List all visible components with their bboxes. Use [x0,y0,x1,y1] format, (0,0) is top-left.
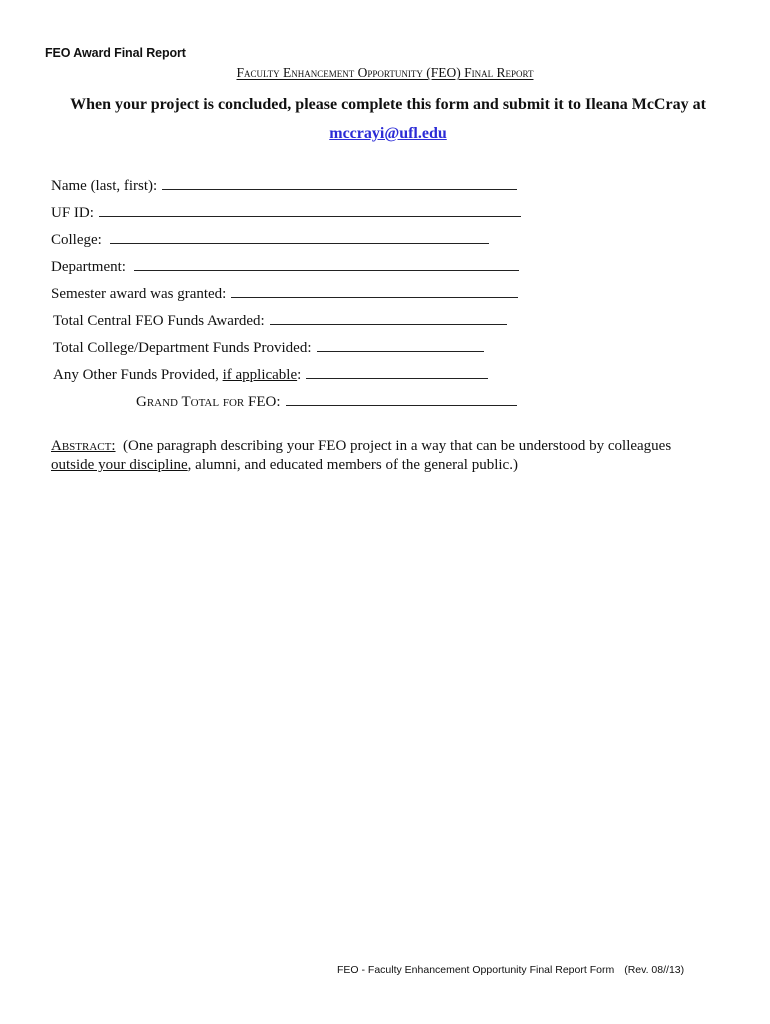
department-field [51,259,519,276]
name-label: Name (last, first): [51,178,158,194]
grand-total-label: Grand Total for FEO: [136,394,281,410]
department-label: Department: [51,259,126,275]
department-input-line[interactable] [134,259,519,271]
central-funds-input-line[interactable] [270,313,507,325]
contact-email-link[interactable]: mccrayi@ufl.edu [329,125,447,142]
form-title: Faculty Enhancement Opportunity (FEO) Final Report [236,65,534,80]
grand-total-input-line[interactable] [286,394,518,406]
college-label: College: [51,232,102,248]
submission-instruction: When your project is concluded, please complete this form and submit it to Ileana McCray at [70,96,706,113]
other-funds-label: Any Other Funds Provided, if applicable: [53,367,302,383]
college-field [51,232,489,249]
abstract-text-part1: (One paragraph describing your FEO project in a way that can be understood by colleagues [123,438,672,454]
semester-input-line[interactable] [231,286,518,298]
uf-id-input-line[interactable] [99,205,521,217]
uf-id-label: UF ID: [51,205,94,221]
name-field [51,178,517,195]
abstract-text-part2: , alumni, and educated members of the general public.) [187,457,518,473]
name-input-line[interactable] [162,178,517,190]
other-funds-input-line[interactable] [306,367,488,379]
college-funds-label: Total College/Department Funds Provided: [53,340,312,356]
footer-form-name: FEO - Faculty Enhancement Opportunity Final Report Form [337,964,615,976]
footer-revision: (Rev. 08//13) [624,964,685,976]
uf-id-field [51,205,521,222]
semester-label: Semester award was granted: [51,286,227,302]
abstract-section [51,437,711,475]
central-funds-label: Total Central FEO Funds Awarded: [53,313,265,329]
semester-field [51,286,518,303]
document-header-label: FEO Award Final Report [45,46,186,60]
page-footer [337,964,684,976]
college-input-line[interactable] [110,232,489,244]
central-funds-field [53,313,507,330]
other-funds-field [53,367,488,384]
college-funds-field [53,340,484,357]
grand-total-field [136,394,517,411]
abstract-text-underlined: outside your discipline [51,457,188,473]
college-funds-input-line[interactable] [317,340,485,352]
abstract-heading: Abstract: [51,438,116,454]
